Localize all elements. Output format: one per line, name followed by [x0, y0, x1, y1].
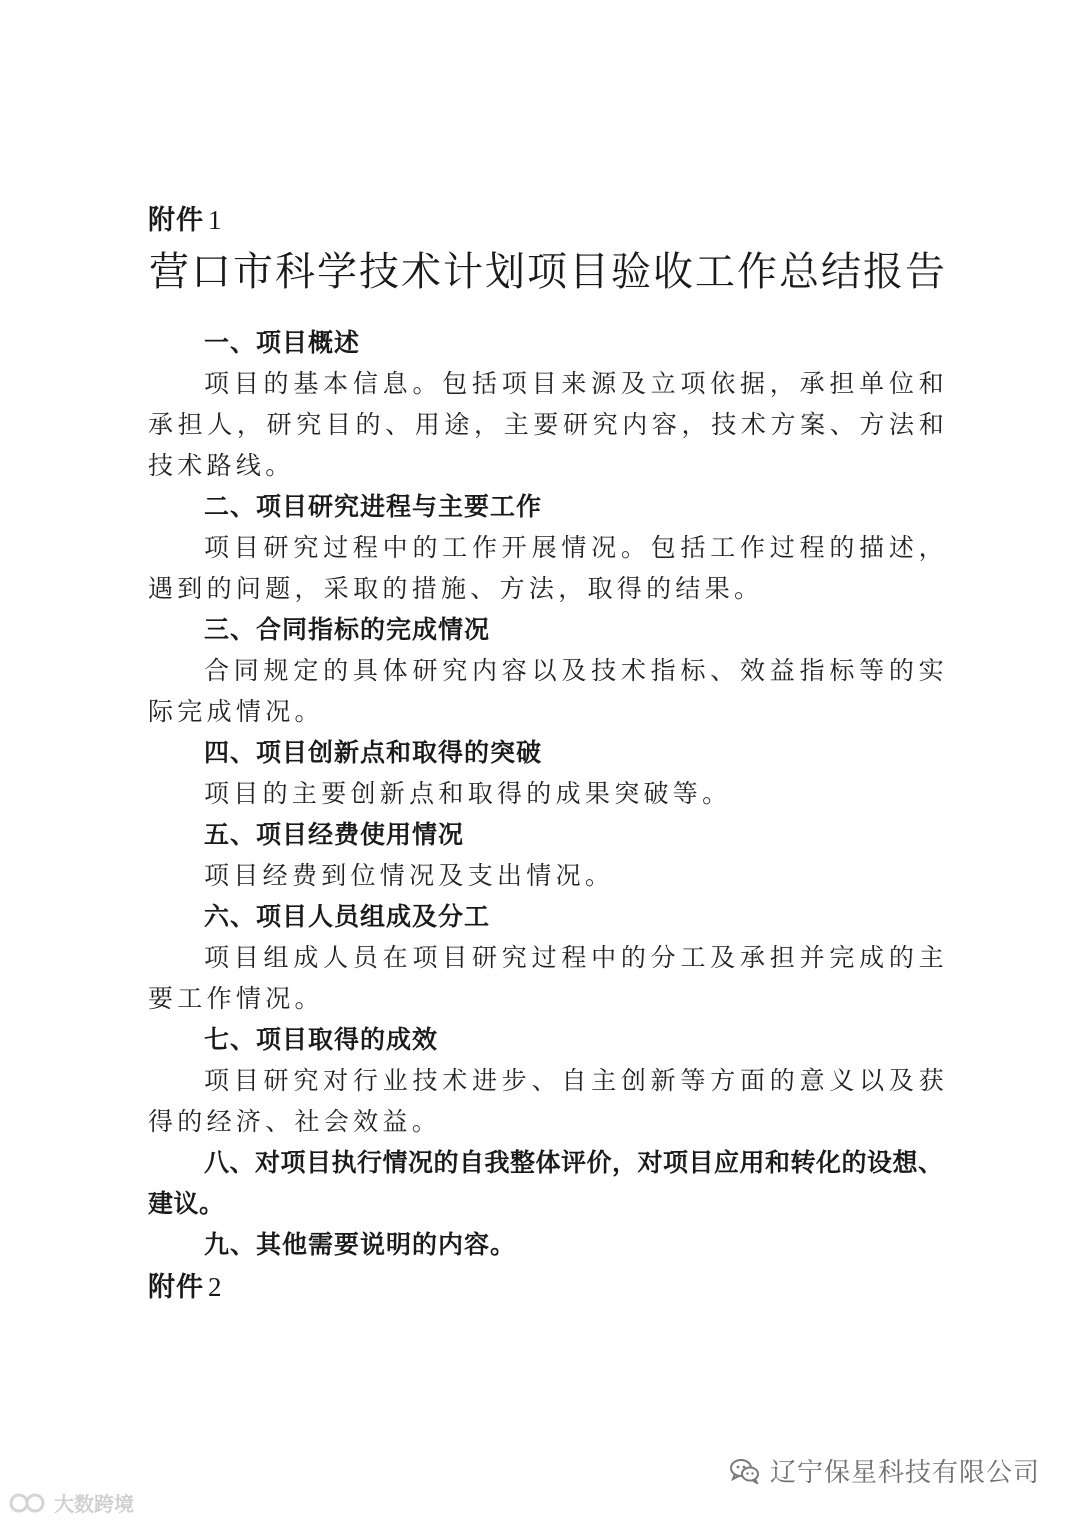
section-3	[148, 609, 948, 732]
section-9	[148, 1224, 948, 1265]
watermark-company	[730, 1452, 1040, 1489]
section-1	[148, 322, 948, 486]
document-title: 营口市科学技术计划项目验收工作总结报告	[149, 249, 947, 295]
section-7	[148, 1019, 948, 1142]
section-text: 合同规定的具体研究内容以及技术指标、效益指标等的实际完成情况。	[148, 656, 948, 726]
watermark-brand-text: 大数跨境	[54, 1492, 134, 1516]
section-heading: 五、项目经费使用情况	[204, 820, 465, 849]
section-text: 项目研究过程中的工作开展情况。包括工作过程的描述，遇到的问题，采取的措施、方法，取得的结果。	[148, 533, 948, 603]
section-heading: 八、对项目执行情况的自我整体评价，对项目应用和转化的设想、建议。	[148, 1148, 944, 1218]
section-text: 项目的主要创新点和取得的成果突破等。	[204, 779, 732, 808]
attachment-1-label	[148, 198, 223, 237]
document-body	[148, 322, 948, 1308]
section-6	[148, 896, 948, 1019]
section-heading: 三、合同指标的完成情况	[204, 615, 491, 644]
attachment-1-number: 1	[208, 205, 223, 235]
attachment-2-number: 2	[208, 1272, 223, 1302]
attachment-2-label	[148, 1267, 948, 1308]
section-text: 项目研究对行业技术进步、自主创新等方面的意义以及获得的经济、社会效益。	[148, 1066, 948, 1136]
watermark-company-text: 辽宁保星科技有限公司	[769, 1458, 1040, 1488]
section-5	[148, 814, 948, 896]
section-heading: 九、其他需要说明的内容。	[204, 1230, 517, 1259]
section-2	[148, 486, 948, 609]
attachment-2-text: 附件	[148, 1272, 204, 1303]
section-heading: 七、项目取得的成效	[204, 1025, 439, 1054]
section-heading: 四、项目创新点和取得的突破	[204, 738, 543, 767]
section-8	[148, 1142, 948, 1224]
watermark-brand	[8, 1488, 134, 1517]
brand-logo-icon	[8, 1492, 48, 1514]
wechat-icon	[730, 1458, 760, 1484]
section-text: 项目组成人员在项目研究过程中的分工及承担并完成的主要工作情况。	[148, 943, 948, 1013]
section-text: 项目经费到位情况及支出情况。	[204, 861, 615, 890]
section-text: 项目的基本信息。包括项目来源及立项依据，承担单位和承担人，研究目的、用途，主要研究内容，技术方案、方法和技术路线。	[148, 369, 948, 480]
section-heading: 一、项目概述	[204, 328, 361, 357]
section-heading: 二、项目研究进程与主要工作	[204, 492, 543, 521]
section-4	[148, 732, 948, 814]
section-heading: 六、项目人员组成及分工	[204, 902, 491, 931]
attachment-1-text: 附件	[148, 205, 204, 236]
